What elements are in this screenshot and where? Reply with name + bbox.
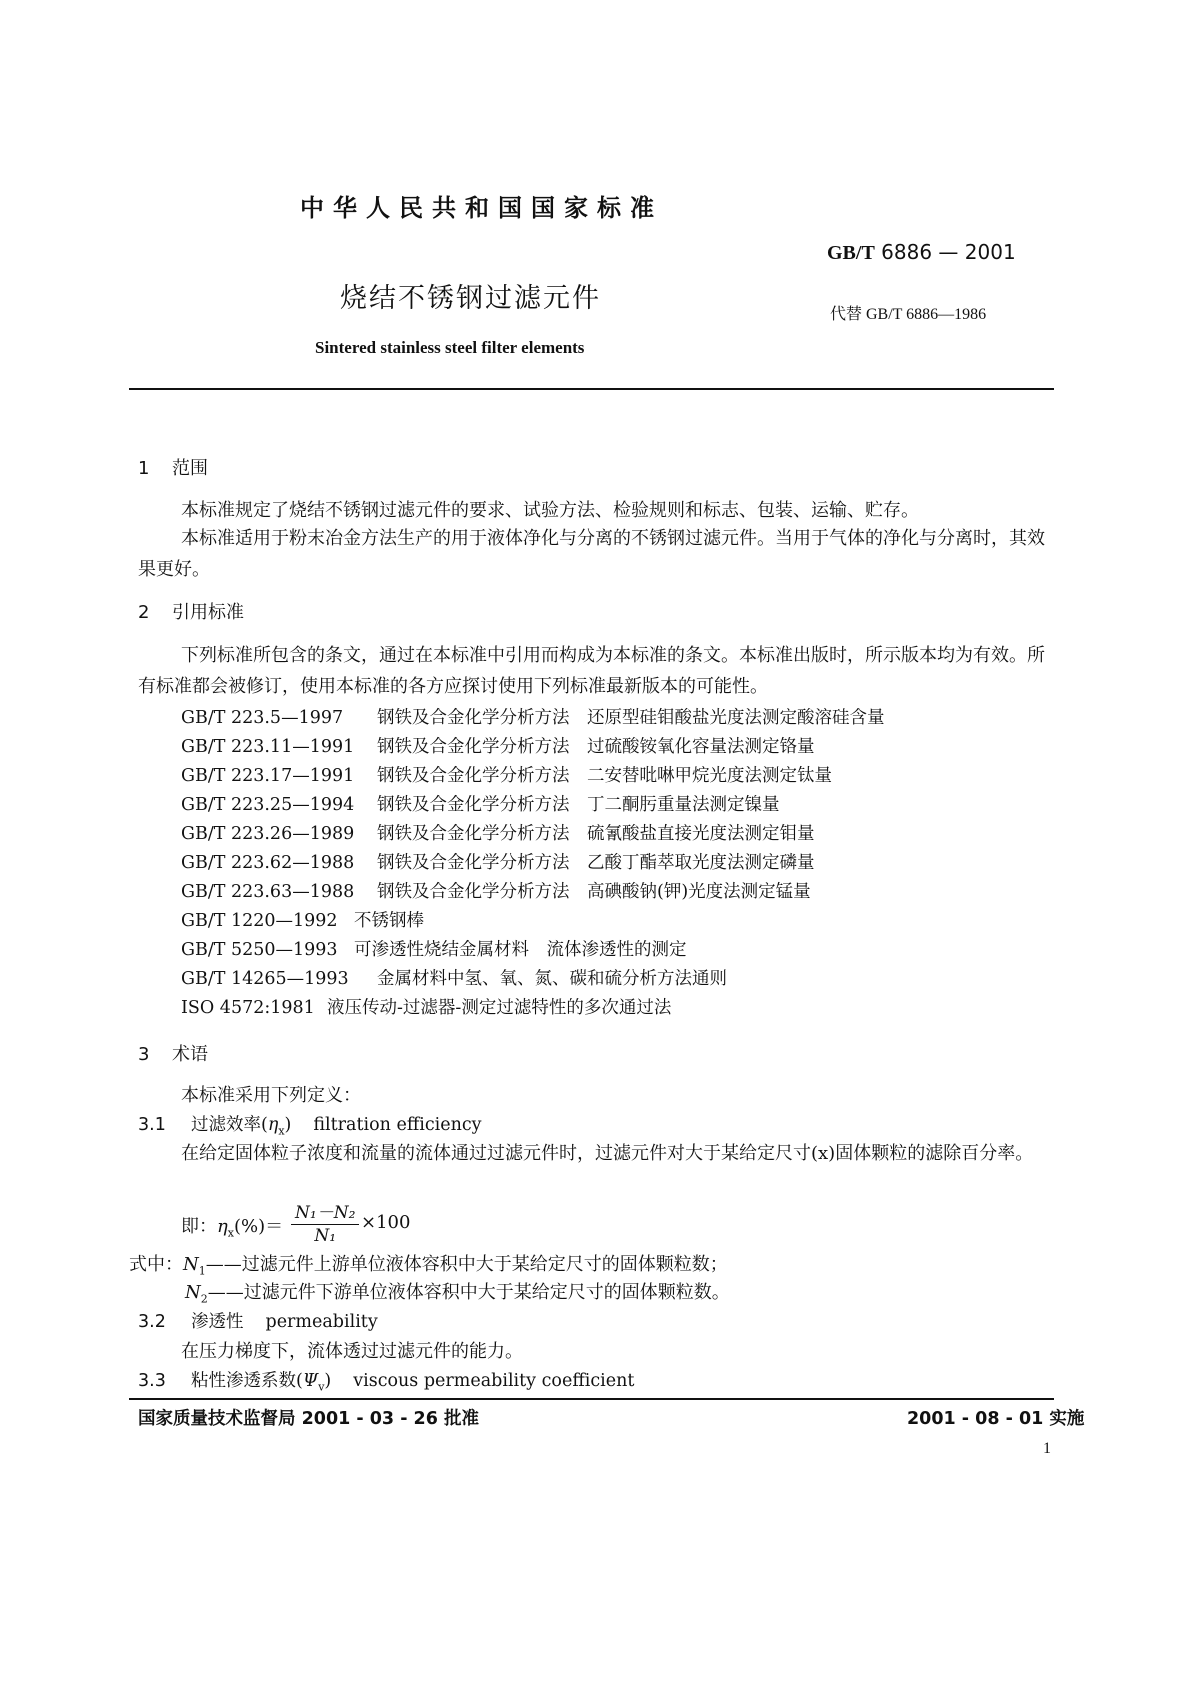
reference-title: 钢铁及合金化学分析方法 二安替吡啉甲烷光度法测定钛量 bbox=[377, 766, 832, 786]
n2-subscript: 2 bbox=[200, 1292, 208, 1306]
replaces-standard: 代替 GB/T 6886—1986 bbox=[830, 306, 987, 323]
section-2-number: 2 bbox=[138, 602, 150, 623]
reference-item bbox=[181, 849, 815, 874]
section-3-intro: 本标准采用下列定义： bbox=[181, 1085, 361, 1106]
reference-item bbox=[181, 907, 424, 932]
section-2-heading bbox=[138, 598, 244, 624]
reference-code: GB/T 1220—1992 bbox=[181, 911, 338, 931]
term-3-1-close: ) bbox=[284, 1115, 292, 1135]
page-number: 1 bbox=[1043, 1440, 1051, 1457]
approval-date: 国家质量技术监督局 2001 - 03 - 26 批准 bbox=[138, 1409, 479, 1429]
term-3-3-close: ) bbox=[324, 1371, 332, 1391]
reference-code: GB/T 223.5—1997 bbox=[181, 708, 344, 728]
reference-code: ISO 4572:1981 bbox=[181, 998, 315, 1018]
n2-definition: ——过滤元件下游单位液体容积中大于某给定尺寸的固体颗粒数。 bbox=[207, 1282, 730, 1303]
section-1-para-1: 本标准规定了烧结不锈钢过滤元件的要求、试验方法、检验规则和标志、包装、运输、贮存。 bbox=[181, 500, 919, 521]
term-3-1-definition: 在给定固体粒子浓度和流量的流体通过过滤元件时，过滤元件对大于某给定尺寸(x)固体颗粒的滤除百分率。 bbox=[181, 1143, 1034, 1164]
title-english: Sintered stainless steel filter elements bbox=[315, 338, 585, 357]
reference-title: 钢铁及合金化学分析方法 乙酸丁酯萃取光度法测定磷量 bbox=[377, 853, 815, 873]
term-3-2-en: permeability bbox=[265, 1312, 378, 1332]
title-chinese: 烧结不锈钢过滤元件 bbox=[340, 283, 601, 314]
term-3-1-en: filtration efficiency bbox=[313, 1115, 482, 1135]
term-3-2 bbox=[138, 1308, 378, 1333]
reference-title: 不锈钢棒 bbox=[354, 911, 424, 931]
section-3-heading bbox=[138, 1040, 208, 1066]
effective-date: 2001 - 08 - 01 实施 bbox=[907, 1409, 1085, 1429]
section-3-number: 3 bbox=[138, 1044, 150, 1065]
section-1-para-2: 本标准适用于粉末冶金方法生产的用于液体净化与分离的不锈钢过滤元件。当用于气体的净化与分离时，其效果更好。 bbox=[138, 528, 1045, 580]
reference-code: GB/T 223.63—1988 bbox=[181, 882, 355, 902]
reference-code: GB/T 223.17—1991 bbox=[181, 766, 355, 786]
reference-code: GB/T 223.11—1991 bbox=[181, 737, 355, 757]
term-3-2-cn: 渗透性 bbox=[191, 1312, 244, 1332]
n1-symbol: N bbox=[183, 1254, 199, 1275]
reference-title: 液压传动-过滤器-测定过滤特性的多次通过法 bbox=[327, 998, 672, 1018]
term-3-2-number: 3.2 bbox=[138, 1312, 166, 1332]
reference-title: 可渗透性烧结金属材料 流体渗透性的测定 bbox=[354, 940, 687, 960]
reference-item bbox=[181, 733, 815, 758]
term-3-1-symbol: η bbox=[267, 1115, 279, 1135]
standard-prefix: GB/T bbox=[827, 242, 875, 264]
n1-subscript: 1 bbox=[198, 1264, 206, 1278]
reference-item bbox=[181, 704, 885, 729]
term-3-3-en: viscous permeability coefficient bbox=[353, 1371, 635, 1391]
reference-item bbox=[181, 820, 815, 845]
reference-item bbox=[181, 994, 671, 1019]
reference-item bbox=[181, 936, 687, 961]
term-3-2-definition: 在压力梯度下，流体透过过滤元件的能力。 bbox=[181, 1341, 523, 1362]
term-3-1-number: 3.1 bbox=[138, 1115, 166, 1135]
term-3-3-cn: 粘性渗透系数( bbox=[191, 1371, 303, 1391]
footer-divider bbox=[129, 1398, 1054, 1400]
formula-where-n2 bbox=[185, 1278, 730, 1306]
reference-title: 钢铁及合金化学分析方法 过硫酸铵氧化容量法测定铬量 bbox=[377, 737, 815, 757]
section-2-intro: 下列标准所包含的条文，通过在本标准中引用而构成为本标准的条文。本标准出版时，所示版本均为有效。所有标准都会被修订，使用本标准的各方应探讨使用下列标准最新版本的可能性。 bbox=[138, 645, 1045, 697]
formula-lead-text: 即： bbox=[181, 1216, 217, 1237]
section-1-number: 1 bbox=[138, 458, 150, 479]
standard-number bbox=[827, 240, 1016, 265]
reference-item bbox=[181, 878, 811, 903]
formula-lead bbox=[181, 1212, 283, 1240]
standard-code: 6886 — 2001 bbox=[881, 240, 1016, 264]
reference-code: GB/T 223.25—1994 bbox=[181, 795, 355, 815]
formula-eta-subscript: x bbox=[227, 1226, 235, 1240]
term-3-3-symbol: Ψ bbox=[302, 1371, 319, 1391]
reference-title: 金属材料中氢、氧、氮、碳和硫分析方法通则 bbox=[377, 969, 727, 989]
term-3-3-subscript: v bbox=[318, 1380, 325, 1394]
reference-code: GB/T 14265—1993 bbox=[181, 969, 349, 989]
formula-numerator-text: N₁－N₂ bbox=[295, 1203, 356, 1223]
term-3-1-cn: 过滤效率( bbox=[191, 1115, 268, 1135]
section-1-title: 范围 bbox=[172, 458, 208, 479]
formula-where-n1 bbox=[129, 1250, 728, 1278]
reference-title: 钢铁及合金化学分析方法 硫氰酸盐直接光度法测定钼量 bbox=[377, 824, 815, 844]
n2-symbol: N bbox=[185, 1282, 201, 1303]
formula-unit: (%)＝ bbox=[234, 1216, 284, 1237]
formula-fraction bbox=[291, 1198, 359, 1246]
term-3-1-subscript: x bbox=[278, 1124, 285, 1138]
formula-numerator bbox=[291, 1198, 359, 1225]
reference-code: GB/T 5250—1993 bbox=[181, 940, 338, 960]
reference-code: GB/T 223.26—1989 bbox=[181, 824, 355, 844]
formula-denominator bbox=[291, 1225, 359, 1246]
reference-code: GB/T 223.62—1988 bbox=[181, 853, 355, 873]
reference-title: 钢铁及合金化学分析方法 丁二酮肟重量法测定镍量 bbox=[377, 795, 780, 815]
reference-item bbox=[181, 791, 780, 816]
reference-item bbox=[181, 762, 832, 787]
section-1-heading bbox=[138, 454, 208, 480]
reference-title: 钢铁及合金化学分析方法 还原型硅钼酸盐光度法测定酸溶硅含量 bbox=[377, 708, 885, 728]
term-3-1 bbox=[138, 1111, 482, 1138]
formula-tail: ×100 bbox=[361, 1212, 411, 1233]
reference-title: 钢铁及合金化学分析方法 高碘酸钠(钾)光度法测定锰量 bbox=[377, 882, 811, 902]
formula-eta: η bbox=[217, 1216, 228, 1237]
header-divider bbox=[129, 388, 1054, 390]
section-2-title: 引用标准 bbox=[172, 602, 244, 623]
national-standard-heading: 中华人民共和国国家标准 bbox=[300, 194, 663, 222]
reference-item bbox=[181, 965, 727, 990]
formula-denominator-text: N₁ bbox=[314, 1226, 337, 1246]
section-3-title: 术语 bbox=[172, 1044, 208, 1065]
n1-definition: ——过滤元件上游单位液体容积中大于某给定尺寸的固体颗粒数； bbox=[205, 1254, 728, 1275]
formula-where-lead: 式中： bbox=[129, 1254, 183, 1275]
term-3-3 bbox=[138, 1367, 634, 1394]
term-3-3-number: 3.3 bbox=[138, 1371, 166, 1391]
